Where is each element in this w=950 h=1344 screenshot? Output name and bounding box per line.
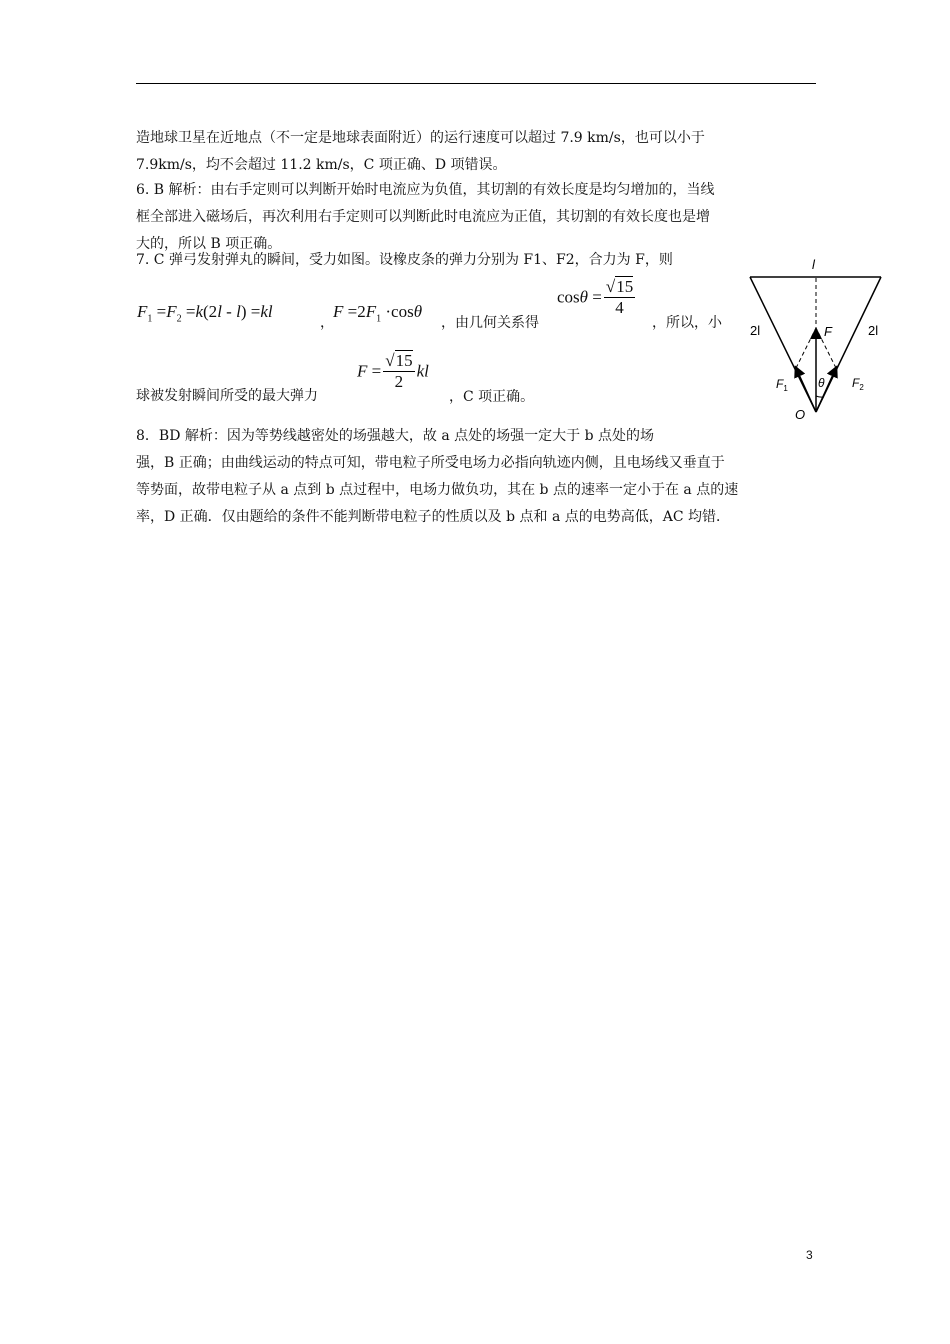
paragraph-5-line-1: 造地球卫星在近地点（不一定是地球表面附近）的运行速度可以超过 7.9 km/s，也可以小于 (136, 130, 705, 146)
label-f: F (824, 324, 832, 339)
force-numerator: 15 (395, 351, 413, 370)
paragraph-8 (136, 423, 816, 531)
label-f1: $F_1$ (776, 377, 788, 393)
label-right-2l: 2l (868, 323, 879, 338)
paragraph-6 (136, 177, 816, 258)
label-theta: θ (818, 376, 825, 390)
label-top-l: l (812, 257, 815, 272)
label-f2: $F_2$ (852, 376, 864, 392)
paragraph-7-line-1: 7. C 弹弓发射弹丸的瞬间，受力如图。设橡皮条的弹力分别为 F1、F2，合力为 F，则 (136, 252, 673, 268)
paragraph-8-line-1: 8．BD 解析：因为等势线越密处的场强越大，故 a 点处的场强一定大于 b 点处的场 (136, 428, 654, 444)
paragraph-5-line-2: 7.9km/s，均不会超过 11.2 km/s，C 项正确、D 项错误。 (136, 157, 507, 173)
text-ball-force: 球被发射瞬间所受的最大弹力 (136, 388, 318, 404)
paragraph-8-line-3: 等势面，故带电粒子从 a 点到 b 点过程中，电场力做负功，其在 b 点的速率一定小于在 a 点的速 (136, 482, 739, 498)
text-conclusion: ，C 项正确。 (449, 389, 535, 405)
paragraph-6-line-2: 框全部进入磁场后，再次利用右手定则可以判断此时电流应为正值，其切割的有效长度也是增 (136, 209, 710, 225)
formula-cos-theta: cosθ = $\frac{√15}{4}$ (557, 277, 634, 317)
formula-max-force: F = $\frac{√15}{2}$ kl (357, 351, 429, 391)
parallelogram-left-dashed (796, 328, 816, 368)
f2-arrow (816, 368, 836, 412)
text-so: ，所以，小 (652, 315, 722, 331)
paragraph-5 (136, 125, 816, 179)
label-o: O (795, 407, 806, 422)
formula-resultant: $F =2F_1 \cdot\cos\theta$ (333, 302, 423, 325)
f1-arrow (796, 368, 816, 412)
label-left-2l: 2l (750, 323, 761, 338)
header-rule (136, 83, 816, 84)
force-diagram (740, 250, 890, 425)
formula-f1-f2: $F_1 =F_2 =k(2l - l) =kl$ (137, 302, 273, 325)
paragraph-6-line-3: 大的，所以 B 项正确。 (136, 236, 282, 252)
cos-denominator: 4 (615, 298, 624, 317)
paragraph-8-line-4: 率，D 正确．仅由题给的条件不能判断带电粒子的性质以及 b 点和 a 点的电势高低，AC 均错． (136, 509, 731, 525)
paragraph-8-line-2: 强，B 正确；由曲线运动的特点可知，带电粒子所受电场力必指向轨迹内侧，且电场线又垂直于 (136, 455, 725, 471)
force-denominator: 2 (394, 372, 404, 391)
text-geometry: ，由几何关系得 (441, 315, 539, 331)
page-number: 3 (806, 1248, 813, 1262)
cos-numerator: 15 (616, 277, 634, 296)
paragraph-6-line-1: 6. B 解析：由右手定则可以判断开始时电流应为负值，其切割的有效长度是均匀增加的，当线 (136, 182, 715, 198)
formula-separator: ， (320, 315, 334, 331)
